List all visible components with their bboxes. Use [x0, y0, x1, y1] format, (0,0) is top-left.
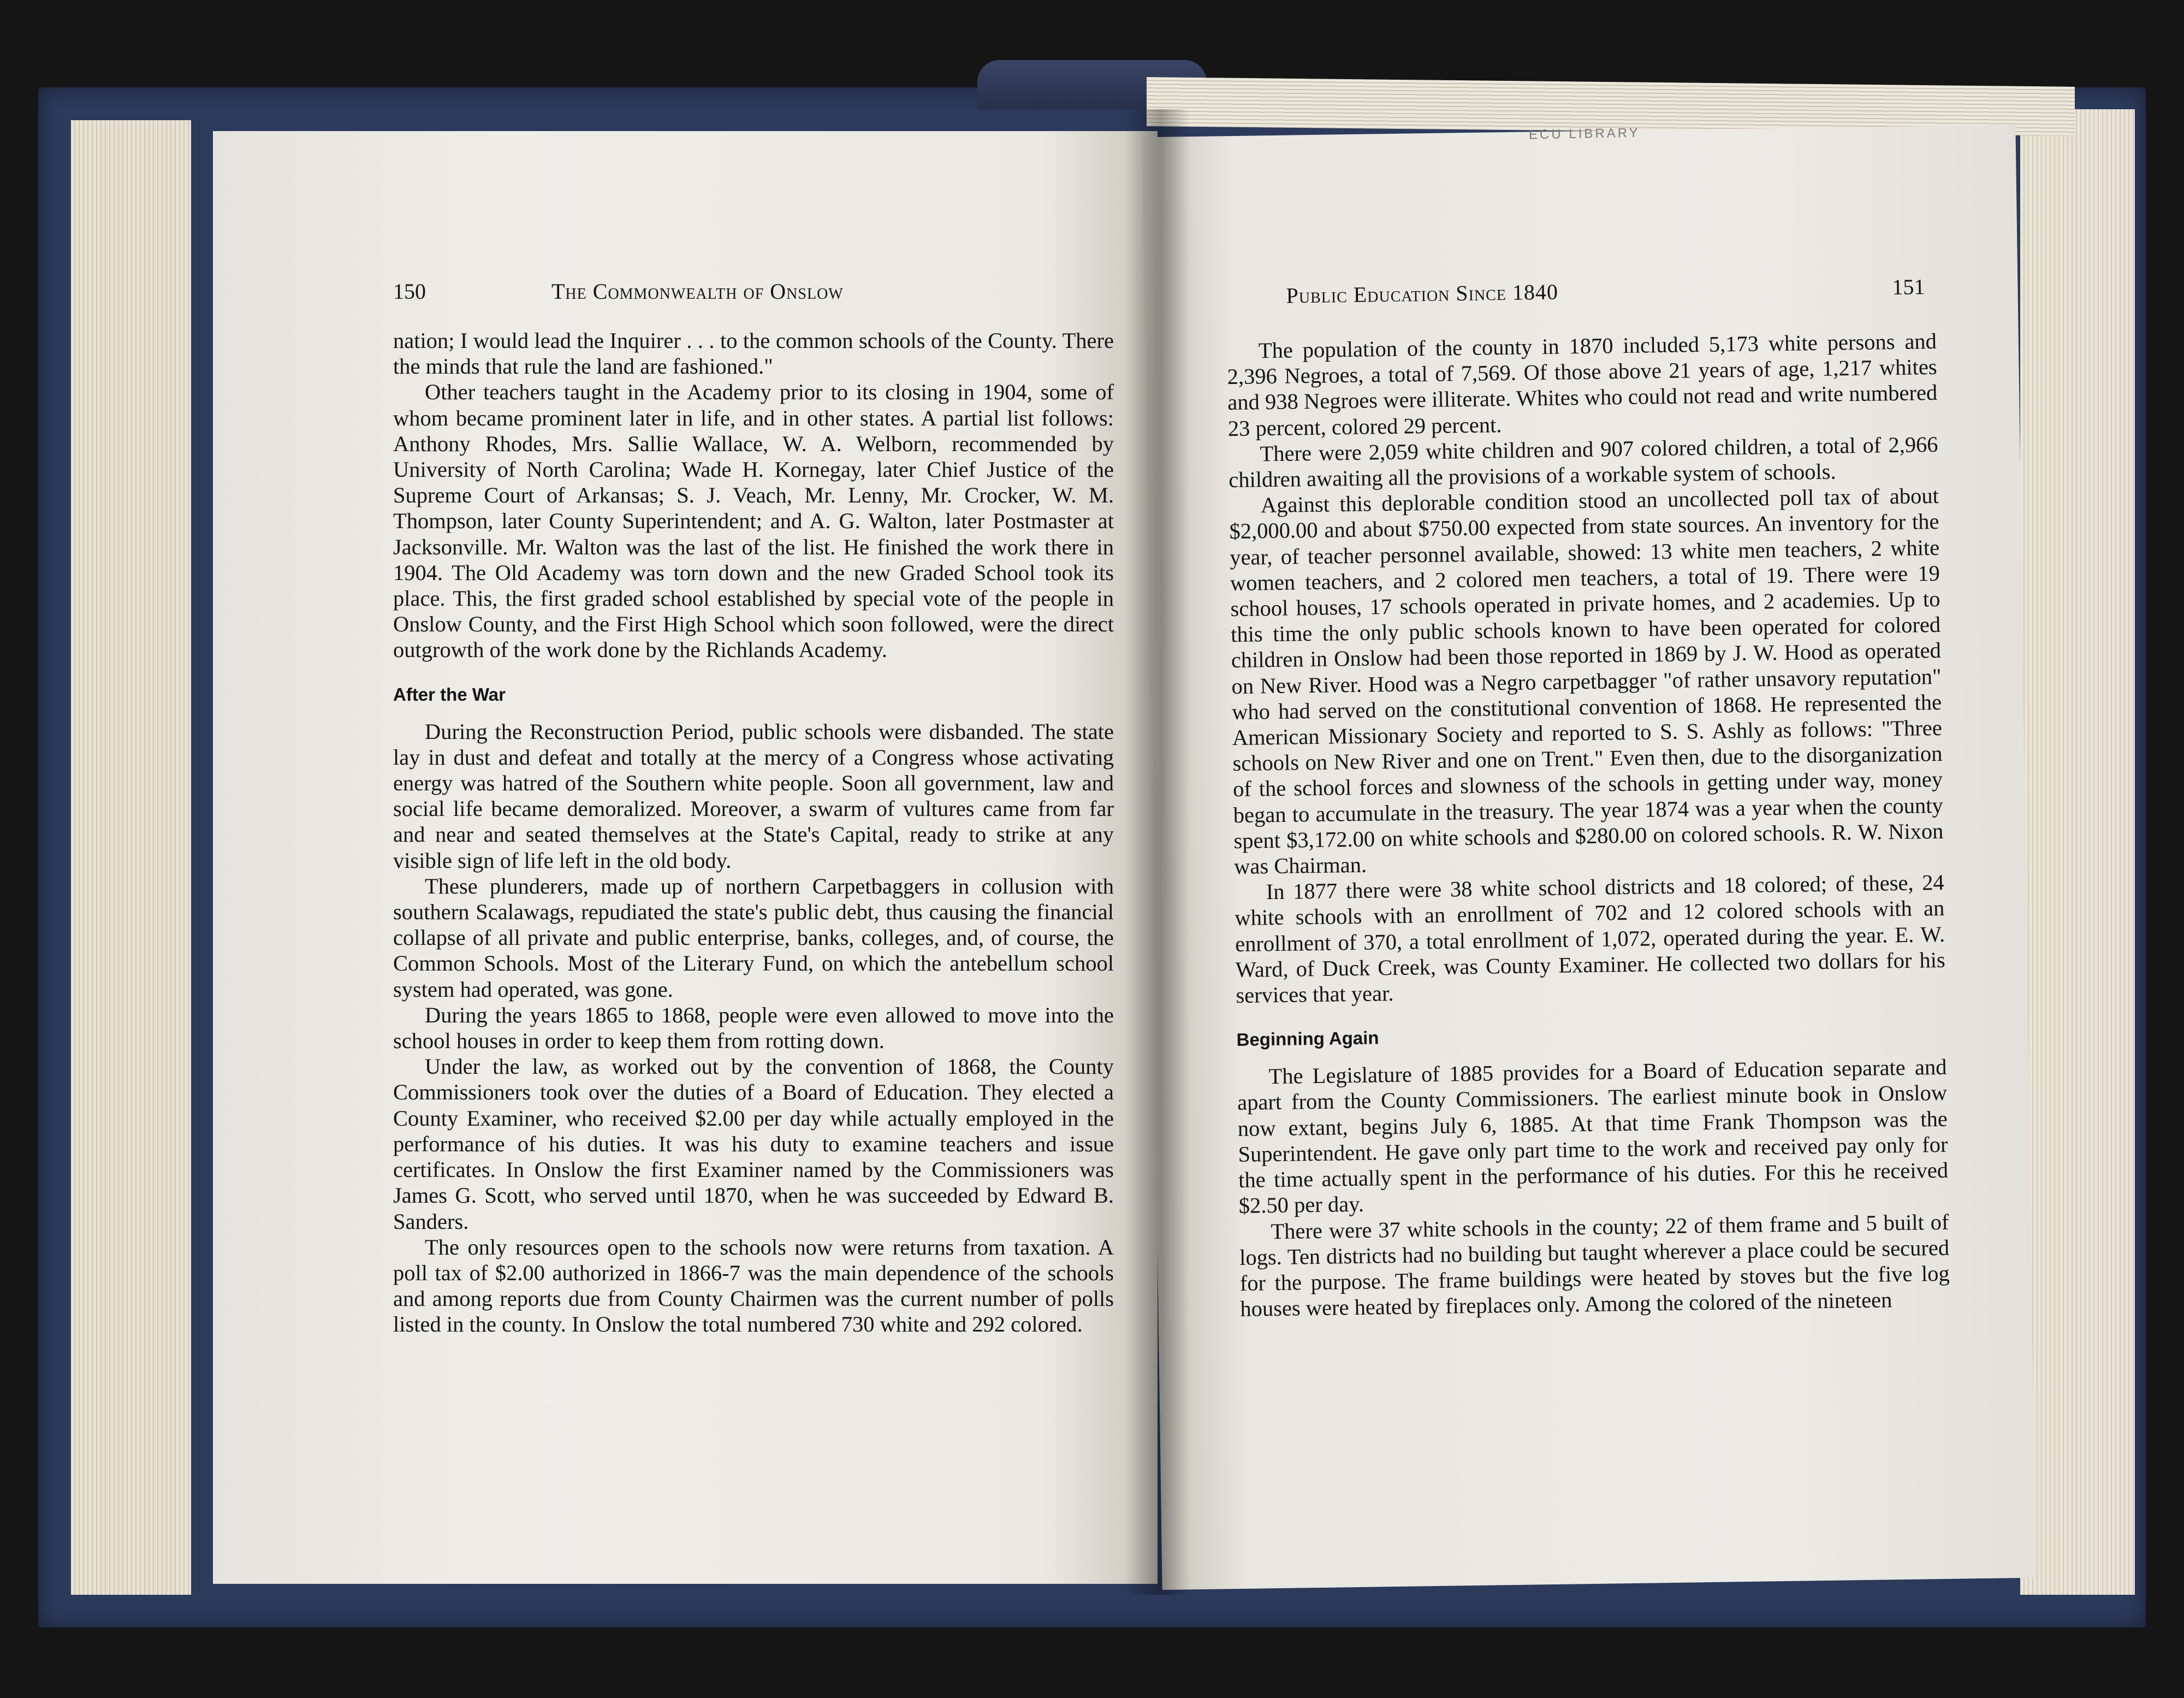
paragraph: During the years 1865 to 1868, people were even allowed to move into the school houses in order to keep them from rotting down.: [393, 1002, 1114, 1054]
paragraph: In 1877 there were 38 white school districts and 18 colored; of these, 24 white schools with an enrollment of 702 and 12 colored schools with an enrollment of 370, a total enrollment of 1,072, operated during the year. E. W. Ward, of Duck Creek, was County Examiner. He collected two dollars for his services that year.: [1235, 870, 1945, 1008]
paragraph: Other teachers taught in the Academy prior to its closing in 1904, some of whom became prominent later in life, and in other states. A partial list follows: Anthony Rhodes, Mrs. Sallie Wallace, W. A. Welborn, recommended by University of North Carolina; Wade H. Kornegay, later Chief Justice of the Supreme Court of Arkansas; S. J. Veach, Mr. Lenny, Mr. Crocker, W. M. Thompson, later County Superintendent; and A. G. Walton, later Postmaster at Jacksonville. Mr. Walton was the last of the list. He finished the work there in 1904. The Old Academy was torn down and the new Graded School took its place. This, the first graded school established by special vote of the people in Onslow County, and the First High School which soon followed, were the direct outgrowth of the work done by the Richlands Academy.: [393, 380, 1114, 662]
right-body-text: [1227, 328, 1950, 1322]
paragraph: nation; I would lead the Inquirer . . . to the common schools of the County. There the minds that rule the land are fashioned.": [393, 328, 1114, 379]
right-page: [1142, 125, 2036, 1590]
right-page-edges: [2020, 109, 2135, 1595]
library-stamp: ECU LIBRARY: [1528, 125, 1640, 143]
paragraph: There were 2,059 white children and 907 colored children, a total of 2,966 children awaiting all the provisions of a workable system of schools.: [1228, 431, 1938, 493]
paragraph: During the Reconstruction Period, public schools were disbanded. The state lay in dust and defeat and totally at the mercy of a Congress whose activating energy was hatred of the Southern white people. Soon all government, law and social life became demoralized. Moreover, a swarm of vultures came from far and near and seated themselves at the State's Capital, ready to strike at any visible sign of life left in the old body.: [393, 719, 1114, 873]
book-gutter-shadow: [1125, 109, 1190, 1595]
left-page-edges: [71, 120, 191, 1595]
paragraph: The population of the county in 1870 included 5,173 white persons and 2,396 Negroes, a total of 7,569. Of those above 21 years of age, 1,217 whites and 938 Negroes were illiterate. Whites who could not read and write numbered 23 percent, colored 29 percent.: [1227, 329, 1938, 441]
right-page-number: 151: [1892, 274, 1925, 300]
paragraph: There were 37 white schools in the county; 22 of them frame and 5 built of logs. Ten districts had no building but taught wherever a place could be secured for the purpose. The frame buildings were heated by stoves but the five log houses were heated by fireplaces only. Among the colored of the nineteen: [1239, 1209, 1950, 1322]
paragraph: Against this deplorable condition stood an uncollected poll tax of about $2,000.00 and about $750.00 expected from state sources. An inventory for the year, of teacher personnel available, showed: 13 white men teachers, 2 white women teachers, and 2 colored men teachers, a total of 19. There were 19 school houses, 17 schools operated in private homes, and 2 academies. Up to this time the only public schools known to have been operated for colored children in Onslow had been those reported in 1869 by J. W. Hood as operated on New River. Hood was a Negro carpetbagger "of rather unsavory reputation" who had served on the constitutional convention of 1868. He represented the American Missionary Society and reported to S. S. Ashly as follows: "Three schools on New River and one on Trent." Even then, due to the disorganization of the school forces and slowness of the schools in getting under way, money began to accumulate in the treasury. The year 1874 was a year when the county spent $3,172.00 on white schools and $280.00 on colored schools. R. W. Nixon was Chairman.: [1229, 483, 1944, 879]
paragraph: The Legislature of 1885 provides for a Board of Education separate and apart from the County Commissioners. The earliest minute book in Onslow now extant, begins July 6, 1885. At that time Frank Thompson was the Superintendent. He gave only part time to the work and received pay only for the time actually spent in the performance of his duties. For this he received $2.50 per day.: [1237, 1055, 1949, 1218]
paragraph: Under the law, as worked out by the convention of 1868, the County Commissioners took over the duties of a Board of Education. They elected a County Examiner, who received $2.00 per day while actually employed in the performance of his duties. It was his duty to examine teachers and issue certificates. In Onslow the first Examiner named by the Commissioners was James G. Scott, who served until 1870, when he was succeeded by Edward B. Sanders.: [393, 1054, 1114, 1234]
paragraph: These plunderers, made up of northern Carpetbaggers in collusion with southern Scalawags, repudiated the state's public debt, thus causing the financial collapse of all private and public enterprise, banks, colleges, and, of course, the Common Schools. Most of the Literary Fund, on which the antebellum school system had operated, was gone.: [393, 873, 1114, 1002]
left-running-head: The Commonwealth of Onslow: [551, 279, 844, 304]
section-heading-after-the-war: After the War: [393, 684, 506, 705]
left-page-number: 150: [393, 279, 426, 304]
right-running-head: Public Education Since 1840: [1286, 279, 1559, 308]
left-body-text: [393, 328, 1114, 1338]
section-heading-beginning-again: Beginning Again: [1236, 1027, 1379, 1050]
paragraph: The only resources open to the schools now were returns from taxation. A poll tax of $2.00 authorized in 1866-7 was the main dependence of the schools and among reports due from County Chairmen was the current number of polls listed in the county. In Onslow the total numbered 730 white and 292 colored.: [393, 1234, 1114, 1337]
left-page: [213, 131, 1158, 1584]
